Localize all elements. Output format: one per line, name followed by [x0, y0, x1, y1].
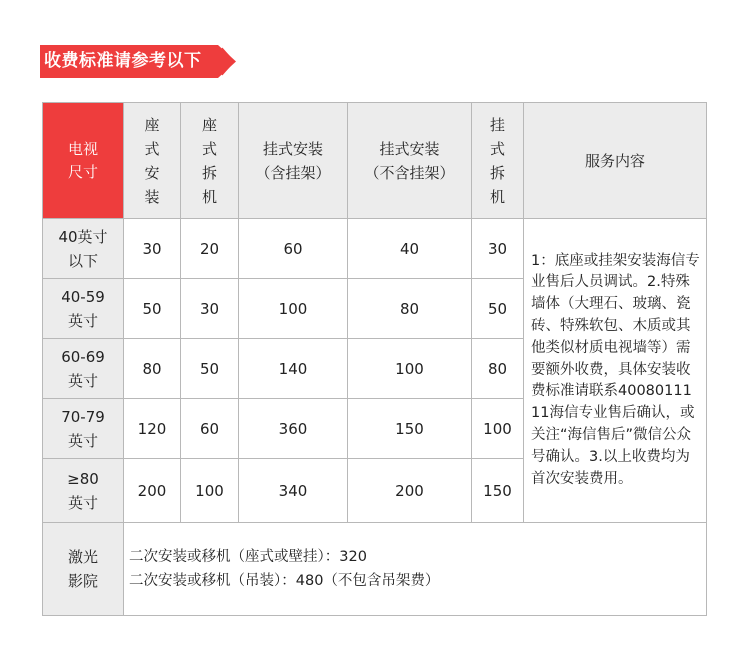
row-size: 60-69 英寸 [43, 339, 124, 399]
section-banner [40, 45, 236, 78]
header-seat-remove: 座 式 拆 机 [181, 103, 239, 219]
row-size: ≥80 英寸 [43, 459, 124, 523]
cell-wall-remove: 80 [472, 339, 524, 399]
laser-label: 激光 影院 [43, 523, 124, 616]
cell-wall-remove: 100 [472, 399, 524, 459]
header-row [43, 103, 707, 219]
cell-wall-without: 200 [348, 459, 472, 523]
cell-seat-remove: 60 [181, 399, 239, 459]
header-seat-install: 座 式 安 装 [124, 103, 181, 219]
header-wall-remove: 挂 式 拆 机 [472, 103, 524, 219]
cell-wall-remove: 150 [472, 459, 524, 523]
laser-line: 二次安装或移机（座式或壁挂）：320 [129, 549, 367, 565]
service-notes: 1：底座或挂架安装海信专业售后人员调试。2.特殊墙体（大理石、玻璃、瓷砖、特殊软包、木质或其他类似材质电视墙等）需要额外收费，具体安装收费标准请联系4008011111海信专业售后确认，或关注“海信售后”微信公众号确认。3.以上收费均为首次安装费用。 [524, 219, 707, 523]
cell-seat-remove: 100 [181, 459, 239, 523]
cell-seat-install: 50 [124, 279, 181, 339]
cell-seat-remove: 20 [181, 219, 239, 279]
cell-wall-with: 100 [239, 279, 348, 339]
cell-wall-with: 340 [239, 459, 348, 523]
row-size: 40英寸 以下 [43, 219, 124, 279]
header-wall-install-with-bracket: 挂式安装 （含挂架） [239, 103, 348, 219]
cell-seat-install: 80 [124, 339, 181, 399]
cell-wall-with: 60 [239, 219, 348, 279]
header-wall-install-without-bracket: 挂式安装 （不含挂架） [348, 103, 472, 219]
cell-wall-remove: 50 [472, 279, 524, 339]
laser-line: 二次安装或移机（吊装）：480（不包含吊架费） [129, 573, 440, 589]
table-row [43, 219, 707, 279]
row-size: 70-79 英寸 [43, 399, 124, 459]
fee-table [42, 102, 707, 616]
row-size: 40-59 英寸 [43, 279, 124, 339]
cell-seat-remove: 50 [181, 339, 239, 399]
cell-wall-with: 140 [239, 339, 348, 399]
banner-title: 收费标准请参考以下 [44, 51, 202, 71]
laser-pricing [124, 523, 707, 616]
cell-wall-without: 100 [348, 339, 472, 399]
cell-seat-install: 30 [124, 219, 181, 279]
cell-wall-remove: 30 [472, 219, 524, 279]
cell-wall-without: 150 [348, 399, 472, 459]
cell-wall-without: 80 [348, 279, 472, 339]
cell-seat-install: 200 [124, 459, 181, 523]
header-service: 服务内容 [524, 103, 707, 219]
cell-seat-install: 120 [124, 399, 181, 459]
cell-wall-with: 360 [239, 399, 348, 459]
cell-seat-remove: 30 [181, 279, 239, 339]
laser-row [43, 523, 707, 616]
header-tv-size: 电视 尺寸 [43, 103, 124, 219]
cell-wall-without: 40 [348, 219, 472, 279]
